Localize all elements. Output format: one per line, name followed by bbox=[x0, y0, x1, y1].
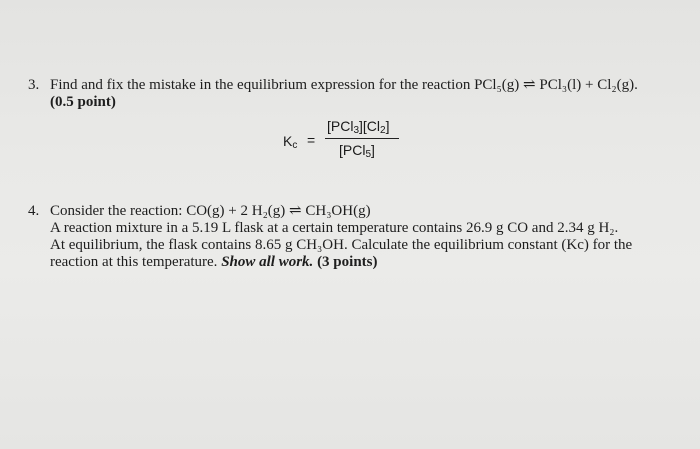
question-3-text: Find and fix the mistake in the equilibrium expression for the reaction PCl₅(g) ⇌ PCl₃(l) + Cl₂(g). bbox=[50, 77, 638, 93]
kc-symbol: $K_c$ bbox=[283, 133, 298, 151]
equilibrium-expression bbox=[283, 118, 423, 166]
question-body bbox=[50, 203, 690, 271]
question-4-text-line: A reaction mixture in a 5.19 L flask at a certain temperature contains 26.9 g CO and 2.34 g H₂. bbox=[50, 220, 619, 236]
question-body bbox=[50, 77, 690, 111]
question-4-reaction: Consider the reaction: CO(g) + 2 H₂(g) ⇌ CH₃OH(g) bbox=[50, 203, 371, 219]
question-number: 4. bbox=[28, 203, 40, 219]
question-number: 3. bbox=[28, 77, 40, 93]
fraction-bar bbox=[325, 138, 399, 139]
show-work-instruction: Show all work. bbox=[221, 254, 314, 270]
question-4-text: reaction at this temperature. bbox=[50, 254, 218, 270]
fraction-denominator: [PCl$_5$] bbox=[339, 142, 375, 160]
question-3-points: (0.5 point) bbox=[50, 94, 116, 110]
fraction-numerator: $[PCl_3][Cl_2]$ bbox=[327, 118, 390, 136]
equals-sign: = bbox=[307, 132, 316, 148]
question-4-text-line: At equilibrium, the flask contains 8.65 g CH₃OH. Calculate the equilibrium constant (Kc) for the bbox=[50, 237, 633, 253]
question-4-points: (3 points) bbox=[317, 254, 378, 270]
question-4-text-line bbox=[50, 254, 690, 271]
